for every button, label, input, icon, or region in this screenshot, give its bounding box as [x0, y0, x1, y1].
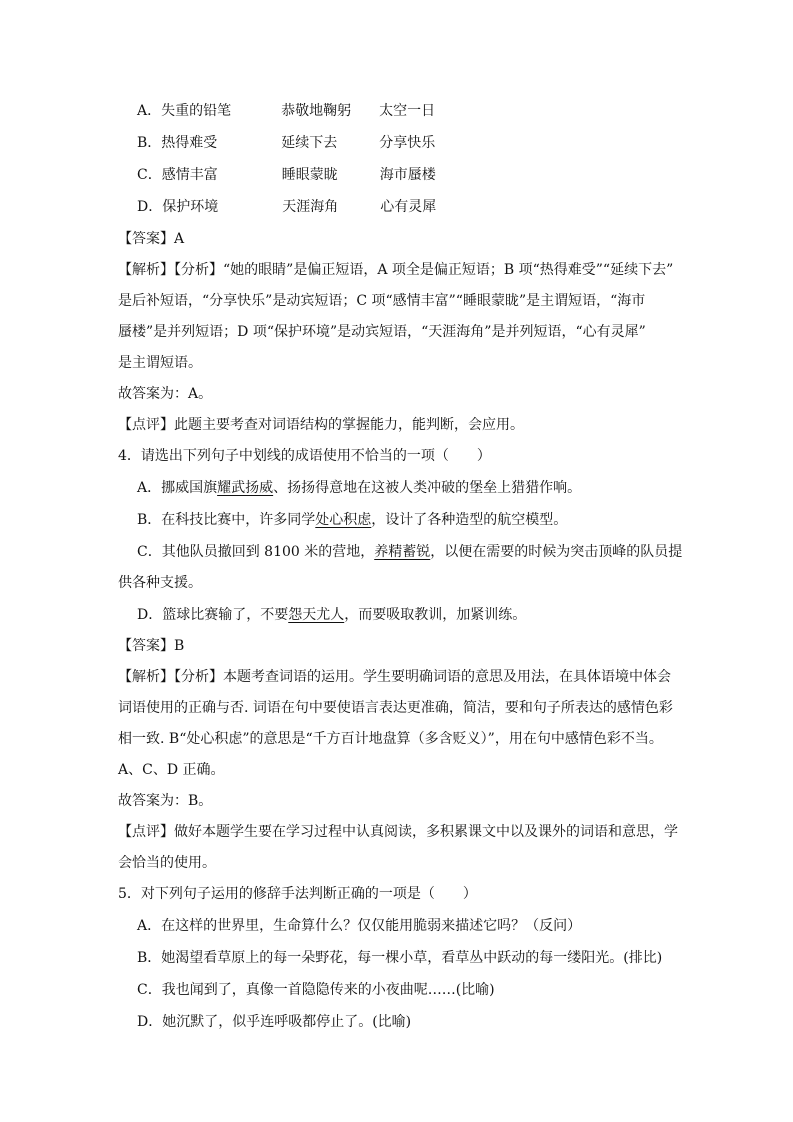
q4-option-d-idiom: 怨天尤人 [288, 607, 345, 623]
q3-analysis-line1: 【解析】【分析】“她的眼睛”是偏正短语，A 项全是偏正短语；B 项“热得难受”“延续下去” [118, 262, 674, 278]
q3-option-b-term3: 分享快乐 [379, 135, 436, 151]
q3-option-a: A．失重的铅笔 恭敬地鞠躬 太空一日 [137, 103, 436, 119]
q4-comment-line2: 会恰当的使用。 [118, 855, 216, 871]
q3-option-d: D．保护环境 天涯海角 心有灵犀 [137, 199, 437, 215]
q5-stem: 5．对下列句子运用的修辞手法判断正确的一项是（ ） [118, 886, 477, 902]
q4-comment-line1: 【点评】做好本题学生要在学习过程中认真阅读，多积累课文中以及课外的词语和意思，学 [118, 824, 678, 840]
q3-option-c-term1: 感情丰富 [161, 167, 218, 183]
q3-analysis-line2: 是后补短语，“分享快乐”是动宾短语；C 项“感情丰富”“睡眼蒙眬”是主谓短语，“海市 [118, 293, 646, 309]
q3-option-b: B．热得难受 延续下去 分享快乐 [137, 135, 436, 151]
q4-answer: 【答案】B [118, 638, 185, 654]
q4-final-answer: 故答案为：B。 [118, 793, 213, 809]
q5-option-d: D．她沉默了，似乎连呼吸都停止了。(比喻) [137, 1014, 412, 1030]
q4-analysis-line2: 词语使用的正确与否. 词语在句中要使语言表达更准确，简洁，要和句子所表达的感情色彩 [118, 700, 673, 716]
q3-analysis-line4: 是主谓短语。 [118, 355, 202, 371]
q4-analysis-line4: A、C、D 正确。 [118, 762, 225, 778]
q4-stem: 4．请选出下列句子中划线的成语使用不恰当的一项（ ） [118, 448, 491, 464]
q3-option-c-term3: 海市蜃楼 [379, 167, 436, 183]
q4-analysis-line3: 相一致. B“处心积虑”的意思是“千方百计地盘算（多含贬义）”，用在句中感情色彩不当。 [118, 731, 663, 747]
q3-option-a-term3: 太空一日 [379, 103, 436, 119]
q3-final-answer: 故答案为：A。 [118, 386, 213, 402]
q4-option-c-continued: 供各种支援。 [118, 575, 202, 591]
q3-comment: 【点评】此题主要考查对词语结构的掌握能力，能判断，会应用。 [118, 417, 524, 433]
q3-option-b-term1: 热得难受 [161, 135, 218, 151]
q3-option-d-term1: 保护环境 [162, 199, 219, 215]
q4-option-d: D．篮球比赛输了，不要怨天尤人，而要吸取教训，加紧训练。 [137, 607, 527, 623]
q3-answer: 【答案】A [118, 231, 185, 247]
q3-option-c: C．感情丰富 睡眼蒙眬 海市蜃楼 [137, 167, 436, 183]
q5-option-c: C．我也闻到了，真像一首隐隐传来的小夜曲呢……(比喻) [137, 982, 495, 998]
q5-option-a: A．在这样的世界里，生命算什么？仅仅能用脆弱来描述它吗？（反问） [137, 918, 582, 934]
q4-option-a: A．挪威国旗耀武扬威、扬扬得意地在这被人类冲破的堡垒上猎猎作响。 [137, 480, 582, 496]
q3-option-b-term2: 延续下去 [281, 135, 338, 151]
q3-option-a-term1: 失重的铅笔 [161, 103, 232, 119]
q3-option-c-term2: 睡眼蒙眬 [281, 167, 338, 183]
q3-option-d-term2: 天涯海角 [282, 199, 339, 215]
q4-option-c: C．其他队员撤回到 8100 米的营地，养精蓄锐，以便在需要的时候为突击顶峰的队员提 [137, 544, 683, 560]
q3-analysis-line3: 蜃楼”是并列短语；D 项“保护环境”是动宾短语，“天涯海角”是并列短语，“心有灵犀” [118, 324, 646, 340]
q5-option-b: B．她渴望看草原上的每一朵野花，每一棵小草，看草丛中跃动的每一缕阳光。(排比) [137, 950, 663, 966]
q4-analysis-line1: 【解析】【分析】本题考查词语的运用。学生要明确词语的意思及用法，在具体语境中体会 [118, 669, 671, 685]
q4-option-b-idiom: 处心积虑 [315, 512, 372, 528]
q4-option-a-idiom: 耀武扬威 [217, 480, 274, 496]
q3-option-a-term2: 恭敬地鞠躬 [281, 103, 352, 119]
q4-option-c-idiom: 养精蓄锐 [374, 544, 431, 560]
q3-option-d-term3: 心有灵犀 [380, 199, 437, 215]
q4-option-b: B．在科技比赛中，许多同学处心积虑，设计了各种造型的航空模型。 [137, 512, 568, 528]
